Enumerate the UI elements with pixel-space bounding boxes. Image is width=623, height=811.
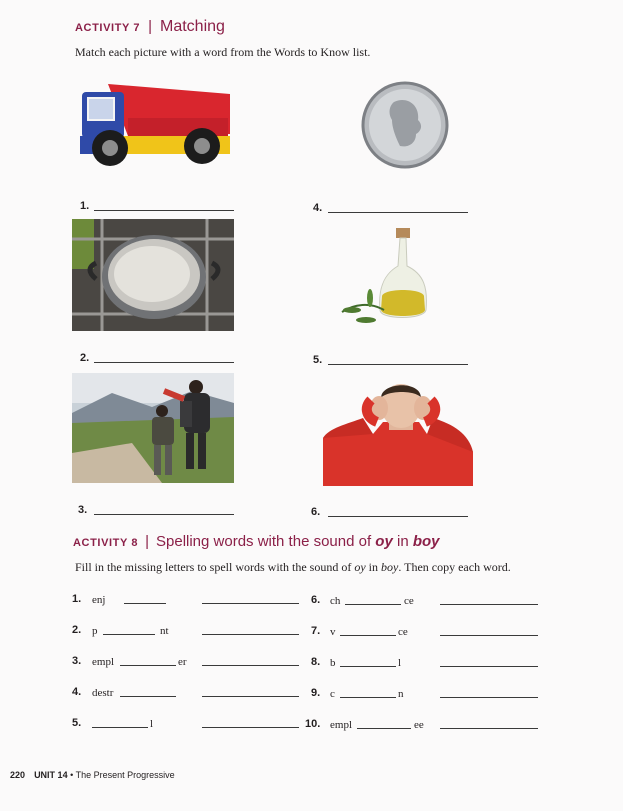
spelling-num: 2.: [72, 624, 82, 636]
spelling-prefix: ch: [330, 595, 341, 607]
answer-line[interactable]: [94, 362, 234, 363]
page-footer: [10, 770, 175, 780]
copy-line[interactable]: [440, 635, 538, 636]
copy-line[interactable]: [202, 696, 299, 697]
spelling-num: 9.: [311, 687, 321, 699]
activity8-label: ACTIVITY 8: [73, 537, 139, 549]
header-divider: |: [148, 18, 152, 35]
spelling-suffix: nt: [160, 625, 169, 637]
copy-line[interactable]: [440, 604, 538, 605]
spelling-prefix: v: [330, 626, 336, 638]
spelling-suffix: n: [398, 688, 404, 700]
fill-blank[interactable]: [103, 634, 155, 635]
activity8-instructions: Fill in the missing letters to spell words with the sound of oy in boy. Then copy each word.: [75, 560, 511, 574]
copy-line[interactable]: [440, 697, 538, 698]
spelling-prefix: destr: [92, 687, 114, 699]
spelling-num: 8.: [311, 656, 321, 668]
page-number: 220: [10, 770, 26, 780]
fill-blank[interactable]: [124, 603, 166, 604]
picture-toy-truck: [78, 78, 238, 183]
answer-line[interactable]: [328, 516, 468, 517]
fill-blank[interactable]: [92, 727, 148, 728]
activity8-title: Spelling words with the sound of oy in boy: [156, 533, 440, 550]
spelling-num: 4.: [72, 686, 82, 698]
activity7-title: Matching: [160, 18, 225, 35]
spelling-prefix: c: [330, 688, 335, 700]
unit-label: UNIT 14: [34, 770, 68, 780]
spelling-suffix: l: [150, 718, 154, 730]
activity7-header: [75, 18, 225, 36]
spelling-suffix: ce: [398, 626, 408, 638]
spelling-prefix: p: [92, 625, 98, 637]
copy-line[interactable]: [202, 603, 299, 604]
fill-blank[interactable]: [120, 665, 176, 666]
spelling-suffix: ee: [414, 719, 424, 731]
activity7-num: 5.: [313, 354, 323, 366]
fill-blank[interactable]: [345, 604, 401, 605]
spelling-suffix: er: [178, 656, 187, 668]
fill-blank[interactable]: [120, 696, 176, 697]
answer-line[interactable]: [94, 210, 234, 211]
footer-bullet: •: [70, 770, 74, 780]
activity7-num: 4.: [313, 202, 323, 214]
spelling-num: 5.: [72, 717, 82, 729]
activity7-num: 6.: [311, 506, 321, 518]
spelling-num: 1.: [72, 593, 82, 605]
spelling-prefix: b: [330, 657, 336, 669]
answer-line[interactable]: [328, 364, 468, 365]
chapter-title: The Present Progressive: [75, 770, 175, 780]
copy-line[interactable]: [440, 728, 538, 729]
copy-line[interactable]: [202, 634, 299, 635]
fill-blank[interactable]: [340, 635, 396, 636]
answer-line[interactable]: [328, 212, 468, 213]
fill-blank[interactable]: [340, 666, 396, 667]
activity7-label: ACTIVITY 7: [75, 22, 141, 34]
spelling-prefix: empl: [92, 656, 114, 668]
activity7-num: 2.: [80, 352, 90, 364]
spelling-prefix: enj: [92, 594, 106, 606]
fill-blank[interactable]: [357, 728, 411, 729]
spelling-num: 10.: [305, 718, 321, 730]
spelling-num: 6.: [311, 594, 321, 606]
copy-line[interactable]: [440, 666, 538, 667]
copy-line[interactable]: [202, 665, 299, 666]
picture-coin: [358, 80, 454, 170]
activity7-num: 3.: [78, 504, 88, 516]
fill-blank[interactable]: [340, 697, 396, 698]
spelling-num: 3.: [72, 655, 82, 667]
spelling-suffix: l: [398, 657, 402, 669]
spelling-prefix: empl: [330, 719, 352, 731]
spelling-suffix: ce: [404, 595, 414, 607]
spelling-num: 7.: [311, 625, 321, 637]
header-divider: |: [145, 533, 149, 550]
picture-hikers: [72, 373, 234, 483]
activity7-instructions: Match each picture with a word from the Words to Know list.: [75, 45, 371, 59]
activity7-num: 1.: [80, 200, 90, 212]
activity8-header: [73, 533, 440, 551]
picture-boiling-pot: [72, 219, 234, 331]
picture-boy-covering-ears: [323, 378, 473, 486]
picture-oil-bottle: [340, 226, 436, 330]
answer-line[interactable]: [94, 514, 234, 515]
copy-line[interactable]: [202, 727, 299, 728]
